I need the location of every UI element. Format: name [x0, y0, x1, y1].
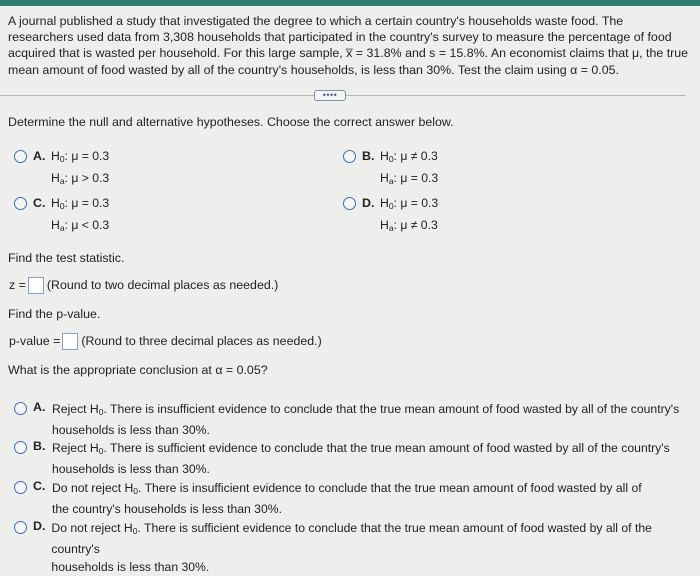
radio-a[interactable]: [14, 150, 27, 163]
radio-d[interactable]: [343, 197, 356, 210]
p-row: [9, 333, 322, 350]
option-letter: B.: [33, 439, 46, 453]
radio-d[interactable]: [14, 521, 27, 534]
radio-a[interactable]: [14, 402, 27, 415]
conclusion-option-b[interactable]: B. Reject $H_0$. There is sufficient evidence to conclude that the true mean amount of food wasted by all of the country's households is less than 30%.: [14, 439, 684, 478]
radio-b[interactable]: [343, 150, 356, 163]
null-hypothesis: $H_0$: μ = 0.3: [51, 196, 110, 211]
part1-instruction: Determine the null and alternative hypotheses. Choose the correct answer below.: [8, 115, 454, 129]
conclusion-option-d[interactable]: D. Do not reject $H_0$. There is sufficient evidence to conclude that the true mean amount of food wasted by all of the country's households is less than 30%.: [14, 519, 684, 576]
z-input[interactable]: [28, 277, 44, 294]
hypothesis-option-b[interactable]: [343, 149, 438, 191]
part2-prompt: Find the test statistic.: [8, 251, 125, 265]
radio-c[interactable]: [14, 481, 27, 494]
alt-hypothesis: $H_a$: μ ≠ 0.3: [380, 218, 438, 233]
null-hypothesis: $H_0$: μ = 0.3: [51, 149, 110, 164]
alt-hypothesis: $H_a$: μ < 0.3: [51, 218, 110, 233]
p-hint: (Round to three decimal places as needed.): [81, 333, 322, 348]
p-label: p-value =: [9, 333, 61, 348]
option-letter: C.: [33, 479, 46, 493]
z-label: z =: [9, 277, 26, 292]
null-hypothesis: $H_0$: μ ≠ 0.3: [380, 149, 438, 164]
option-letter: A.: [33, 400, 46, 414]
problem-statement: A journal published a study that investigated the degree to which a certain country's households waste food. The researchers used data from 3,308 households that participated in the country's survey to measure the percentage of food acquired that is wasted per household. For this large sample, x̅ = 31.8% and s = 15.8%. An economist claims that μ, the true mean amount of food wasted by all of the country's households, is less than 30%. Test the claim using α = 0.05.: [8, 14, 689, 77]
hypothesis-option-a[interactable]: [14, 149, 109, 191]
conclusion-option-c[interactable]: C. Do not reject $H_0$. There is insufficient evidence to conclude that the true mean amount of food wasted by all of the country's households is less than 30%.: [14, 479, 684, 518]
radio-c[interactable]: [14, 197, 27, 210]
option-letter: C.: [33, 196, 46, 210]
option-letter: D.: [33, 519, 46, 533]
option-letter: D.: [362, 196, 375, 210]
option-letter: A.: [33, 149, 46, 163]
z-hint: (Round to two decimal places as needed.): [46, 277, 279, 292]
part3-prompt: Find the p-value.: [8, 307, 101, 321]
radio-b[interactable]: [14, 441, 27, 454]
z-row: [9, 277, 278, 294]
alt-hypothesis: $H_a$: μ > 0.3: [51, 171, 110, 186]
conclusion-option-a[interactable]: A. Reject $H_0$. There is insufficient evidence to conclude that the true mean amount of food wasted by all of the country's households is less than 30%.: [14, 400, 684, 439]
p-value-input[interactable]: [62, 333, 78, 350]
null-hypothesis: $H_0$: μ = 0.3: [380, 196, 439, 211]
expand-more-button[interactable]: ••••: [314, 90, 346, 101]
alt-hypothesis: $H_a$: μ = 0.3: [380, 171, 439, 186]
part4-prompt: What is the appropriate conclusion at α = 0.05?: [8, 363, 268, 377]
hypothesis-option-c[interactable]: [14, 196, 109, 238]
option-letter: B.: [362, 149, 375, 163]
hypothesis-option-d[interactable]: [343, 196, 438, 238]
